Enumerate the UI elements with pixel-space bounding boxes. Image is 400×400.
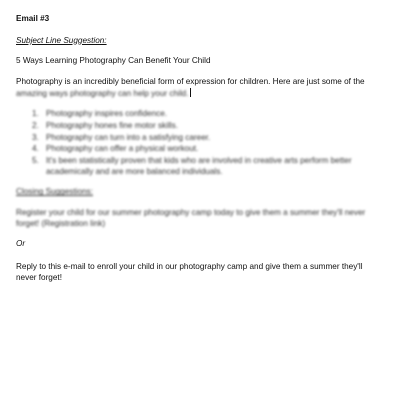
intro-paragraph (16, 77, 384, 99)
benefits-list (16, 109, 384, 177)
list-item-number: 5. (32, 155, 39, 165)
list-item-text: Photography can turn into a satisfying career. (46, 132, 211, 142)
intro-text-blurred: amazing ways photography can help your child. (16, 88, 189, 98)
list-item-text: Photography inspires confidence. (46, 109, 168, 119)
subject-line-text: 5 Ways Learning Photography Can Benefit Your Child (16, 56, 211, 66)
list-item (32, 109, 384, 120)
list-item (32, 144, 384, 155)
list-item (32, 156, 384, 177)
list-item-number: 3. (32, 132, 39, 142)
list-item-number: 2. (32, 120, 39, 130)
email-title: Email #3 (16, 14, 50, 23)
or-label: Or (16, 239, 26, 249)
list-item-text: It's been statistically proven that kids who are involved in creative arts perform better academically and are more balanced individuals. (46, 155, 352, 176)
intro-text: Photography is an incredibly beneficial form of expression for children. Here are just some of the (16, 76, 365, 86)
text-cursor (190, 88, 191, 97)
subject-line-heading: Subject Line Suggestion: (16, 35, 107, 45)
list-item-number: 4. (32, 144, 39, 154)
list-item (32, 121, 384, 132)
list-item-text: Photography can offer a physical workout. (46, 144, 199, 154)
list-item-number: 1. (32, 109, 39, 119)
reply-paragraph: Reply to this e-mail to enroll your child in our photography camp and give them a summer they'll never forget! (16, 261, 363, 282)
closing-suggestions-heading: Closing Suggestions: (16, 187, 93, 197)
closing-paragraph: Register your child for our summer photography camp today to give them a summer they'll never forget! (Registration link) (16, 207, 366, 228)
list-item-text: Photography hones fine motor skills. (46, 120, 178, 130)
list-item (32, 133, 384, 144)
